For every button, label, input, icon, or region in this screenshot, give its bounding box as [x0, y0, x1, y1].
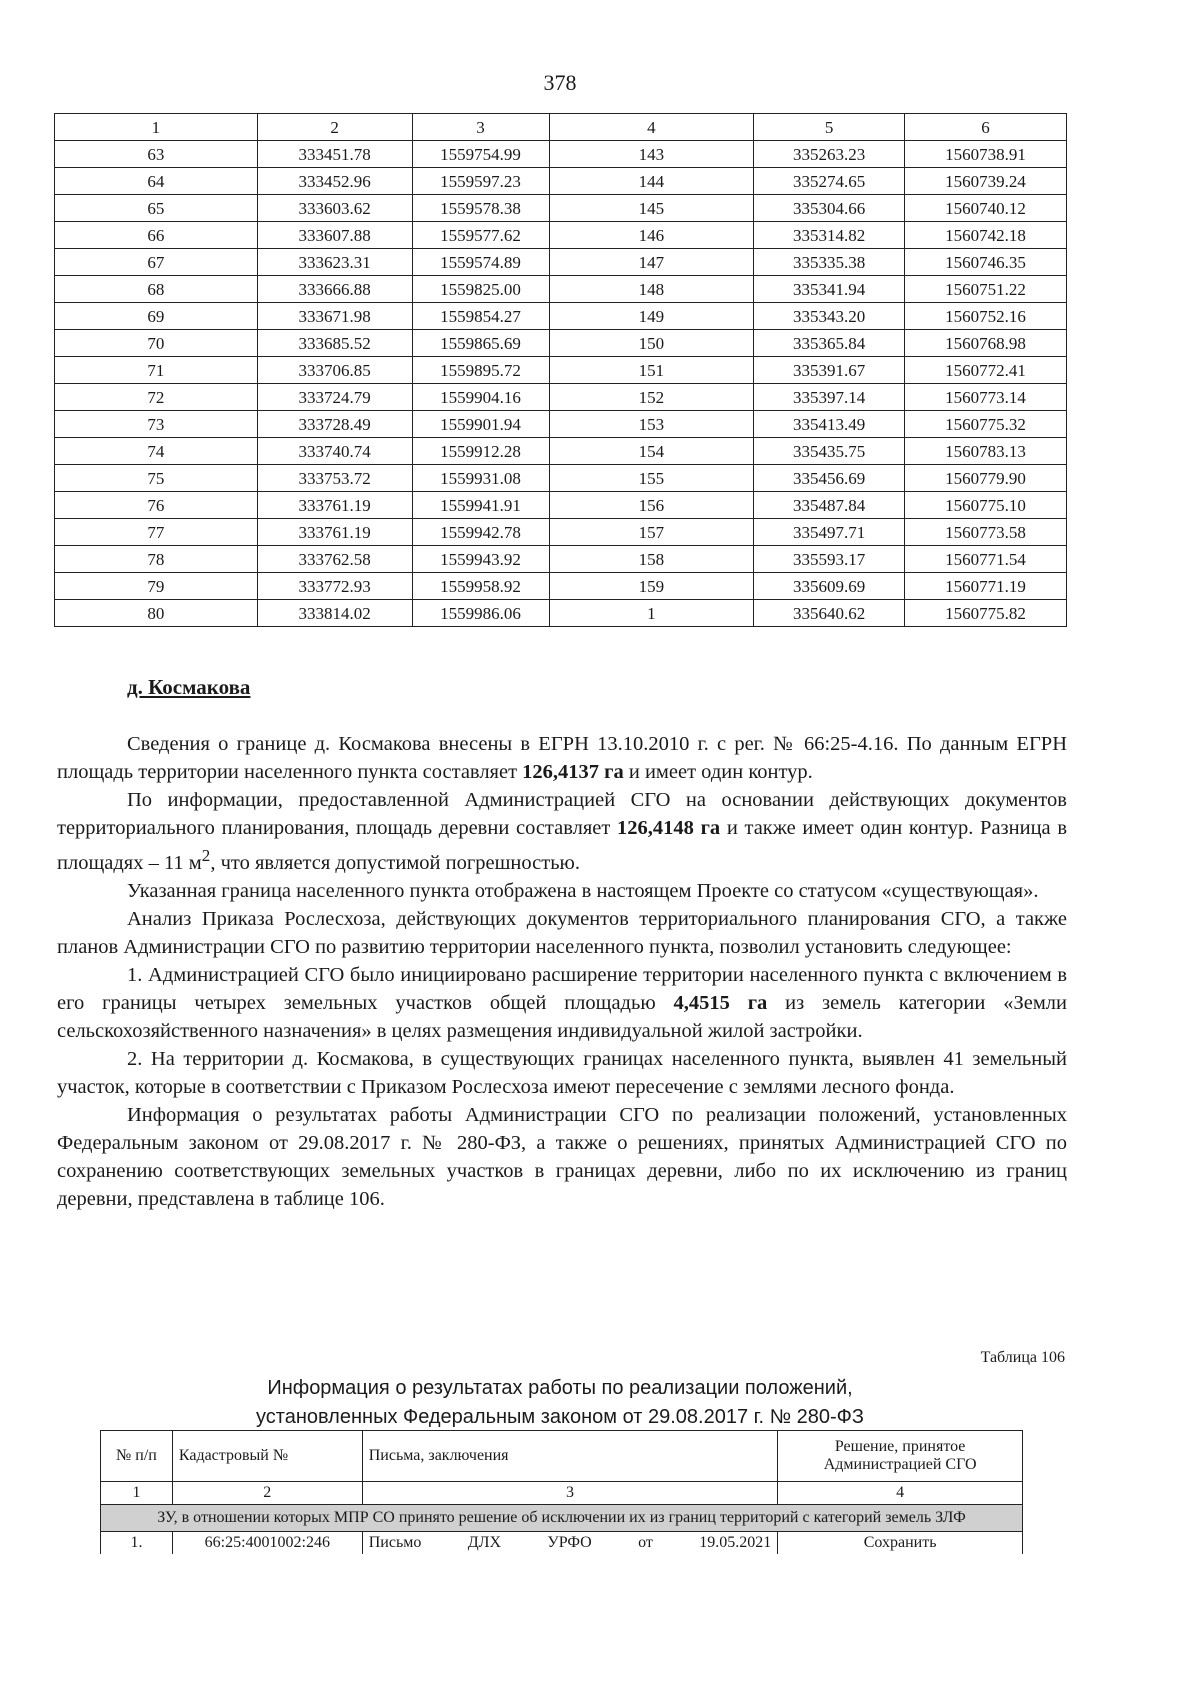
table-cell: 335413.49 — [754, 411, 905, 438]
table-row — [55, 438, 1067, 465]
table-cell: 335435.75 — [754, 438, 905, 465]
table-cell: 148 — [549, 276, 754, 303]
paragraph: Информация о результатах работы Администрации СГО по реализации положений, установленных Федеральным законом от 29.08.2017 г. № 280-ФЗ, а также о решениях, принятых Администрацией СГО по сохранению соответствующих земельных участков в границах деревни, либо по их исключению из границ деревни, представлена в таблице 106. — [57, 1103, 1067, 1210]
column-header: Решение, принятое Администрацией СГО — [778, 1431, 1023, 1482]
table-cell: 1560751.22 — [905, 276, 1067, 303]
table-row — [55, 384, 1067, 411]
letter-reference: Письмо ДЛХ УРФО от 19.05.2021 — [362, 1532, 778, 1555]
table-row — [55, 519, 1067, 546]
table-cell: 335263.23 — [754, 141, 905, 168]
table-cell: 66 — [55, 222, 258, 249]
paragraph: 1. Администрацией СГО было инициировано расширение территории населенного пункта с включением в его границы четырех земельных участков общей площадью 4,4515 га из земель категории «Земли сельскохозяйственного назначения» в целях размещения индивидуальной жилой застройки. — [57, 963, 1068, 1042]
table-row — [55, 465, 1067, 492]
table-cell: 333706.85 — [257, 357, 412, 384]
table-cell: 74 — [55, 438, 258, 465]
table-cell: 72 — [55, 384, 258, 411]
table-cell: 1560746.35 — [905, 249, 1067, 276]
column-header: 1 — [55, 114, 258, 141]
column-number: 3 — [362, 1482, 778, 1505]
column-header: 6 — [905, 114, 1067, 141]
paragraph: 2. На территории д. Космакова, в существующих границах населенного пункта, выявлен 41 земельный участок, которые в соответствии с Приказом Рослесхоза имеют пересечение с землями лесного фонда. — [57, 1047, 1067, 1098]
table-cell: 152 — [549, 384, 754, 411]
table-cell: 79 — [55, 573, 258, 600]
table-cell: 1560742.18 — [905, 222, 1067, 249]
table-cell: 333685.52 — [257, 330, 412, 357]
table-cell: 1559931.08 — [412, 465, 549, 492]
table-row — [55, 195, 1067, 222]
table-cell: 333724.79 — [257, 384, 412, 411]
table-cell: 1560783.13 — [905, 438, 1067, 465]
table-cell: 1559597.23 — [412, 168, 549, 195]
column-number-row — [101, 1482, 1023, 1505]
table-cell: 333666.88 — [257, 276, 412, 303]
table-cell: 1560773.14 — [905, 384, 1067, 411]
cadastral-number: 66:25:4001002:246 — [172, 1532, 362, 1555]
table-cell: 153 — [549, 411, 754, 438]
table-cell: 333671.98 — [257, 303, 412, 330]
table-cell: 1560773.58 — [905, 519, 1067, 546]
table-cell: 150 — [549, 330, 754, 357]
table-cell: 333728.49 — [257, 411, 412, 438]
table-cell: 68 — [55, 276, 258, 303]
table-row — [55, 303, 1067, 330]
paragraph: Сведения о границе д. Космакова внесены в ЕГРН 13.10.2010 г. с рег. № 66:25-4.16. По данным ЕГРН площадь территории населенного пункта составляет 126,4137 га и имеет один контур. — [57, 733, 1067, 783]
table-cell: 333452.96 — [257, 168, 412, 195]
table-cell: 335397.14 — [754, 384, 905, 411]
table-cell: 1559895.72 — [412, 357, 549, 384]
table-cell: 335335.38 — [754, 249, 905, 276]
table-cell: 63 — [55, 141, 258, 168]
table-row — [101, 1532, 1023, 1555]
table-row — [55, 411, 1067, 438]
table-cell: 1559943.92 — [412, 546, 549, 573]
table-cell: 156 — [549, 492, 754, 519]
table-header-row — [101, 1431, 1023, 1482]
paragraph: По информации, предоставленной Администрацией СГО на основании действующих документов территориального планирования, площадь деревни составляет 126,4148 га и также имеет один контур. Разница в площадях – 11 $м^2$, что является допустимой погрешностью. — [57, 789, 1068, 874]
table-cell: 145 — [549, 195, 754, 222]
table-cell: 65 — [55, 195, 258, 222]
table-cell: 1560775.32 — [905, 411, 1067, 438]
table-cell: 151 — [549, 357, 754, 384]
table-cell: 333761.19 — [257, 492, 412, 519]
table-cell: 77 — [55, 519, 258, 546]
table-row — [55, 330, 1067, 357]
table-row — [55, 600, 1067, 627]
table-header-row — [55, 114, 1067, 141]
table-number-label: Таблица 106 — [980, 1349, 1065, 1366]
table-cell: 1559904.16 — [412, 384, 549, 411]
table-cell: 335365.84 — [754, 330, 905, 357]
table-cell: 1559754.99 — [412, 141, 549, 168]
table-cell: 335391.67 — [754, 357, 905, 384]
column-header: 5 — [754, 114, 905, 141]
table-cell: 76 — [55, 492, 258, 519]
table-cell: 146 — [549, 222, 754, 249]
paragraph: Анализ Приказа Рослесхоза, действующих документов территориального планирования СГО, а также планов Администрации СГО по развитию территории населенного пункта, позволил установить следующее: — [57, 907, 1067, 958]
table-cell: 335456.69 — [754, 465, 905, 492]
table-row — [55, 492, 1067, 519]
table-cell: 1560772.41 — [905, 357, 1067, 384]
table-cell: 69 — [55, 303, 258, 330]
table-cell: 335274.65 — [754, 168, 905, 195]
table-cell: 143 — [549, 141, 754, 168]
table-cell: 75 — [55, 465, 258, 492]
body-text — [57, 730, 1067, 1213]
table-cell: 1559986.06 — [412, 600, 549, 627]
table-cell: 333814.02 — [257, 600, 412, 627]
table-cell: 1559912.28 — [412, 438, 549, 465]
table-cell: 1559854.27 — [412, 303, 549, 330]
table-cell: 70 — [55, 330, 258, 357]
table-cell: 1560768.98 — [905, 330, 1067, 357]
column-header: Кадастровый № — [172, 1431, 362, 1482]
table-cell: 333451.78 — [257, 141, 412, 168]
coordinates-table — [54, 113, 1067, 627]
table-cell: 71 — [55, 357, 258, 384]
table-cell: 1559941.91 — [412, 492, 549, 519]
column-header: 3 — [412, 114, 549, 141]
table-cell: 333623.31 — [257, 249, 412, 276]
table-row — [55, 357, 1067, 384]
table-cell: 333772.93 — [257, 573, 412, 600]
table-cell: 64 — [55, 168, 258, 195]
table-cell: 1560752.16 — [905, 303, 1067, 330]
column-number: 4 — [778, 1482, 1023, 1505]
table-cell: 1559825.00 — [412, 276, 549, 303]
table-cell: 1559865.69 — [412, 330, 549, 357]
table-cell: 1559901.94 — [412, 411, 549, 438]
table-cell: 335341.94 — [754, 276, 905, 303]
table-cell: 1559578.38 — [412, 195, 549, 222]
table-cell: 335593.17 — [754, 546, 905, 573]
table-cell: 1559942.78 — [412, 519, 549, 546]
table-row — [55, 168, 1067, 195]
table-cell: 333761.19 — [257, 519, 412, 546]
table-cell: 333607.88 — [257, 222, 412, 249]
column-header: 4 — [549, 114, 754, 141]
table-row — [55, 249, 1067, 276]
table-cell: 1560738.91 — [905, 141, 1067, 168]
table-row — [55, 573, 1067, 600]
column-number: 1 — [101, 1482, 173, 1505]
group-label: ЗУ, в отношении которых МПР СО принято решение об исключении их из границ территорий с категорий земель ЗЛФ — [101, 1505, 1023, 1532]
table-cell: 157 — [549, 519, 754, 546]
table-cell: 1560771.54 — [905, 546, 1067, 573]
decisions-table — [100, 1430, 1023, 1554]
decision: Сохранить — [778, 1532, 1023, 1555]
table-row — [55, 276, 1067, 303]
table-cell: 1559574.89 — [412, 249, 549, 276]
table-cell: 1 — [549, 600, 754, 627]
table-cell: 149 — [549, 303, 754, 330]
group-header-row — [101, 1505, 1023, 1532]
table-cell: 1560775.10 — [905, 492, 1067, 519]
section-title: д. Космакова — [127, 675, 251, 699]
table-cell: 1560771.19 — [905, 573, 1067, 600]
table-cell: 144 — [549, 168, 754, 195]
table-row — [55, 222, 1067, 249]
table-row — [55, 141, 1067, 168]
table-cell: 1559577.62 — [412, 222, 549, 249]
table-cell: 335497.71 — [754, 519, 905, 546]
column-header: 2 — [257, 114, 412, 141]
column-header: № п/п — [101, 1431, 173, 1482]
table-cell: 158 — [549, 546, 754, 573]
table-cell: 1560739.24 — [905, 168, 1067, 195]
table-cell: 333762.58 — [257, 546, 412, 573]
table-cell: 80 — [55, 600, 258, 627]
table-cell: 147 — [549, 249, 754, 276]
table-cell: 335343.20 — [754, 303, 905, 330]
table-cell: 335609.69 — [754, 573, 905, 600]
column-header: Письма, заключения — [362, 1431, 778, 1482]
table-cell: 1560775.82 — [905, 600, 1067, 627]
table-cell: 78 — [55, 546, 258, 573]
table-row — [55, 546, 1067, 573]
table-cell: 67 — [55, 249, 258, 276]
table-cell: 333603.62 — [257, 195, 412, 222]
table-cell: 335304.66 — [754, 195, 905, 222]
column-number: 2 — [172, 1482, 362, 1505]
table-cell: 333740.74 — [257, 438, 412, 465]
paragraph: Указанная граница населенного пункта отображена в настоящем Проекте со статусом «существующая». — [127, 879, 1039, 902]
table-cell: 155 — [549, 465, 754, 492]
table-cell: 335640.62 — [754, 600, 905, 627]
table-cell: 333753.72 — [257, 465, 412, 492]
table-cell: 73 — [55, 411, 258, 438]
table-cell: 335314.82 — [754, 222, 905, 249]
row-number: 1. — [101, 1532, 173, 1555]
page-number: 378 — [543, 70, 577, 95]
table-cell: 335487.84 — [754, 492, 905, 519]
table-cell: 159 — [549, 573, 754, 600]
table-cell: 154 — [549, 438, 754, 465]
table-cell: 1560740.12 — [905, 195, 1067, 222]
table-cell: 1559958.92 — [412, 573, 549, 600]
table-title: Информация о результатах работы по реализации положений, установленных Федеральным законом от 29.08.2017 г. № 280-ФЗ — [256, 1377, 864, 1428]
table-cell: 1560779.90 — [905, 465, 1067, 492]
